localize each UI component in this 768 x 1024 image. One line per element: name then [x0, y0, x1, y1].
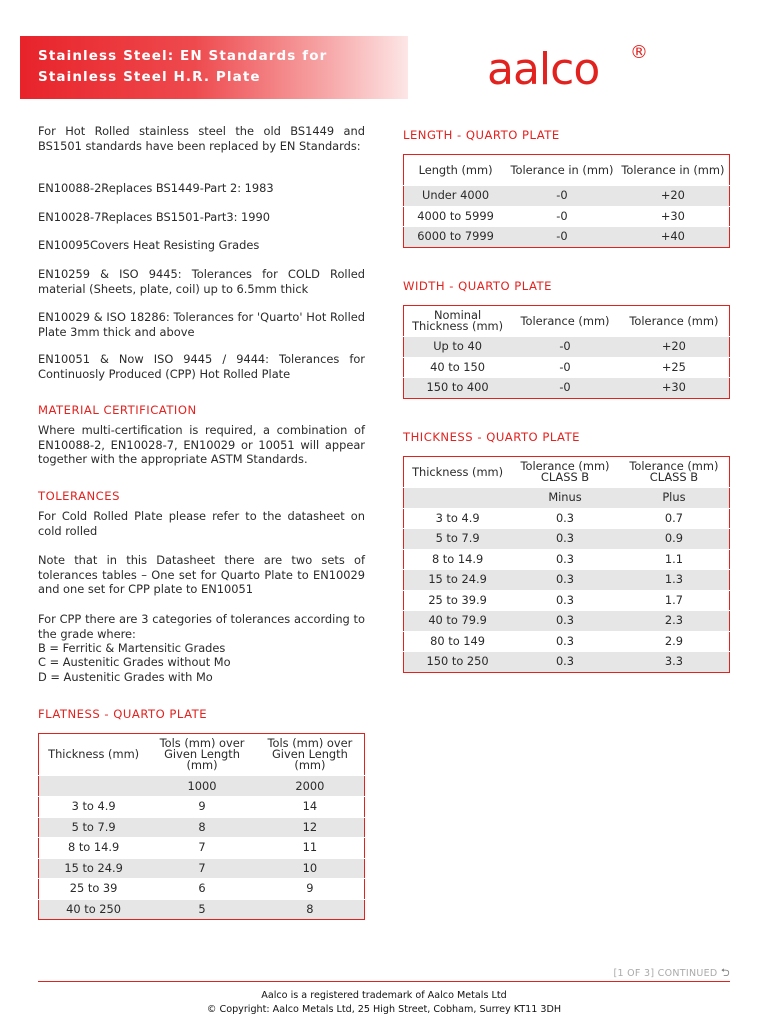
table-row: 4000 to 5999 -0 +30: [404, 206, 730, 227]
flatness-length-1000: 1000: [148, 776, 256, 797]
intro-paragraph-1: For Hot Rolled stainless steel the old BS1449 and BS1501 standards have been replaced by EN Standards:: [38, 124, 365, 153]
flatness-header-thickness: Thickness (mm): [48, 747, 140, 761]
table-row: 40 to 79.9 0.3 2.3: [404, 611, 730, 632]
flatness-header-tols-1: Tols (mm) over Given Length (mm): [159, 736, 245, 772]
flatness-heading: FLATNESS - QUARTO PLATE: [38, 707, 208, 721]
thickness-minus: Minus: [511, 488, 619, 509]
tolerances-paragraph-3: For CPP there are 3 categories of tolerances according to the grade where:: [38, 612, 365, 641]
table-row: 25 to 39.9 0.3 1.7: [404, 590, 730, 611]
title-line-2: Stainless Steel H.R. Plate: [38, 69, 261, 85]
thickness-heading: THICKNESS - QUARTO PLATE: [403, 430, 580, 444]
intro-paragraph-2: EN10088-2Replaces BS1449-Part 2: 1983: [38, 181, 274, 195]
tolerances-paragraph-2: Note that in this Datasheet there are two sets of tolerances tables – One set for Quarto Plate to EN10029 and one set for CPP plate to EN10051: [38, 553, 365, 597]
width-heading: WIDTH - QUARTO PLATE: [403, 279, 552, 293]
flatness-header-tols-2: Tols (mm) over Given Length (mm): [267, 736, 353, 772]
table-row: 8 to 14.9 7 11: [39, 838, 365, 859]
grade-b: B = Ferritic & Martensitic Grades: [38, 641, 226, 655]
certification-text: Where multi-certification is required, a combination of EN10088-2, EN10028-7, EN10029 or 10051 will appear together with the appropriate ASTM Standards.: [38, 423, 365, 467]
footer-divider: [38, 981, 730, 982]
table-row: 15 to 24.9 0.3 1.3: [404, 570, 730, 591]
table-row: Under 4000 -0 +20: [404, 186, 730, 207]
footer-copyright: © Copyright: Aalco Metals Ltd, 25 High Street, Cobham, Surrey KT11 3DH: [206, 1004, 562, 1015]
continue-arrow-icon: ⮌: [720, 966, 730, 979]
table-row: 3 to 4.9 9 14: [39, 797, 365, 818]
length-header-length: Length (mm): [418, 162, 493, 177]
thickness-table: [403, 456, 730, 673]
certification-heading: MATERIAL CERTIFICATION: [38, 403, 197, 417]
table-row: 150 to 400 -0 +30: [404, 378, 730, 399]
table-row: 25 to 39 6 9: [39, 879, 365, 900]
table-row: Up to 40 -0 +20: [404, 337, 730, 358]
table-row: 15 to 24.9 7 10: [39, 858, 365, 879]
flatness-length-2000: 2000: [256, 776, 365, 797]
width-header-thickness: Nominal Thickness (mm): [412, 308, 504, 333]
title-line-1: Stainless Steel: EN Standards for: [38, 48, 328, 64]
flatness-subheader-row: [39, 776, 365, 797]
length-header-tol-1: Tolerance in (mm): [510, 162, 614, 177]
thickness-plus: Plus: [619, 488, 730, 509]
tolerances-heading: TOLERANCES: [38, 489, 120, 503]
intro-paragraph-4: EN10095Covers Heat Resisting Grades: [38, 238, 260, 252]
table-row: 8 to 14.9 0.3 1.1: [404, 549, 730, 570]
width-header-tol-1: Tolerance (mm): [520, 313, 610, 328]
table-row: 5 to 7.9 0.3 0.9: [404, 529, 730, 550]
length-heading: LENGTH - QUARTO PLATE: [403, 128, 560, 142]
aalco-logo: [487, 42, 657, 102]
length-header-tol-2: Tolerance in (mm): [621, 162, 725, 177]
table-row: 3 to 4.9 0.3 0.7: [404, 508, 730, 529]
table-row: 40 to 250 5 8: [39, 899, 365, 920]
title-banner: [20, 36, 408, 99]
width-table: [403, 305, 730, 399]
intro-paragraph-3: EN10028-7Replaces BS1501-Part3: 1990: [38, 210, 271, 224]
logo-text: aalco: [487, 44, 600, 95]
tolerances-paragraph-1: For Cold Rolled Plate please refer to the datasheet on cold rolled: [38, 509, 365, 538]
table-row: 40 to 150 -0 +25: [404, 357, 730, 378]
intro-paragraph-5: EN10259 & ISO 9445: Tolerances for COLD Rolled material (Sheets, plate, coil) up to 6.5mm thick: [38, 267, 365, 296]
table-row: 150 to 250 0.3 3.3: [404, 652, 730, 673]
footer-trademark: Aalco is a registered trademark of Aalco Metals Ltd: [261, 990, 507, 1001]
thickness-header-thickness: Thickness (mm): [412, 464, 504, 479]
grade-c: C = Austenitic Grades without Mo: [38, 655, 231, 669]
table-row: 5 to 7.9 8 12: [39, 817, 365, 838]
table-row: 80 to 149 0.3 2.9: [404, 631, 730, 652]
continued-label: [1 OF 3] CONTINUED: [613, 968, 718, 979]
length-table: [403, 154, 730, 248]
width-header-tol-2: Tolerance (mm): [629, 313, 719, 328]
registered-mark: ®: [630, 42, 648, 63]
thickness-subheader-row: [404, 488, 730, 509]
thickness-header-tol-1: Tolerance (mm) CLASS B: [520, 459, 610, 484]
intro-paragraph-6: EN10029 & ISO 18286: Tolerances for 'Quarto' Hot Rolled Plate 3mm thick and above: [38, 310, 365, 339]
intro-paragraph-7: EN10051 & Now ISO 9445 / 9444: Tolerances for Continuosly Produced (CPP) Hot Rolled Plate: [38, 352, 365, 381]
flatness-table: [38, 733, 365, 920]
table-row: 6000 to 7999 -0 +40: [404, 227, 730, 248]
thickness-header-tol-2: Tolerance (mm) CLASS B: [629, 459, 719, 484]
grade-d: D = Austenitic Grades with Mo: [38, 670, 213, 684]
